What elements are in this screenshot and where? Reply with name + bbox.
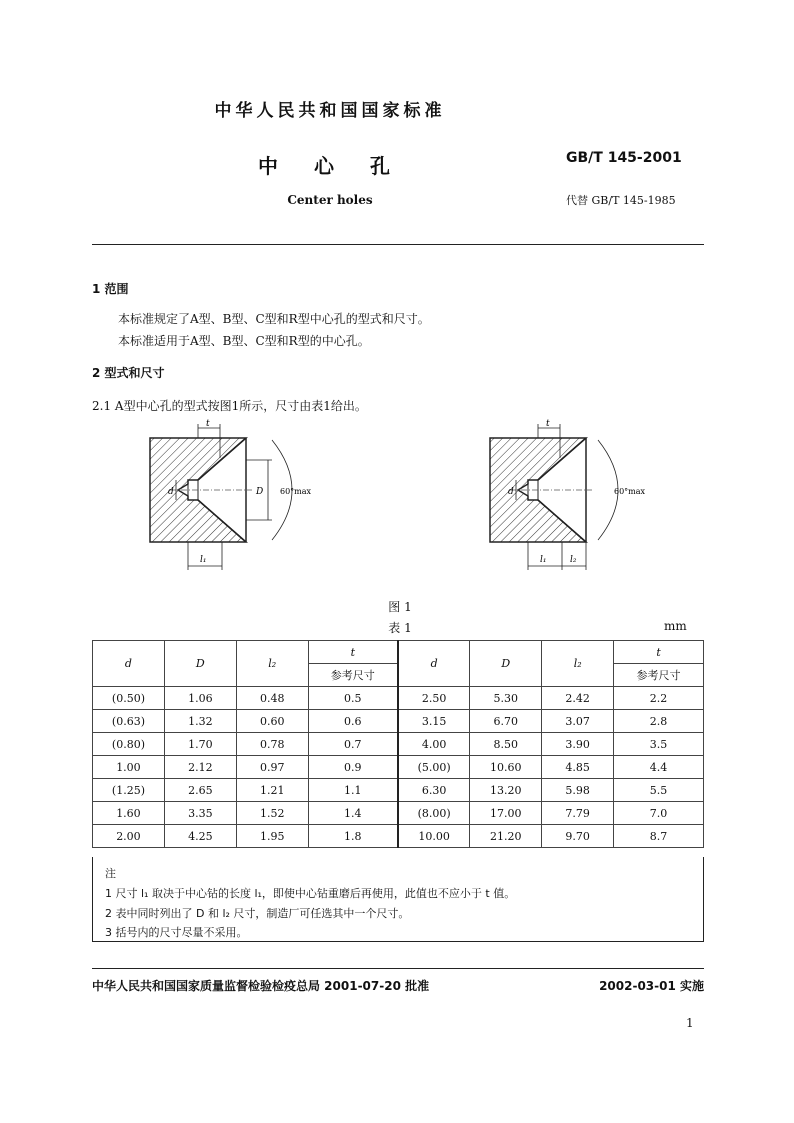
replaces-note: 代替 GB/T 145-1985 [566, 194, 676, 207]
table-cell: 3.15 [398, 710, 470, 733]
table-cell: 5.98 [542, 779, 614, 802]
fig2-label-t: t [546, 419, 550, 429]
table-row [93, 779, 704, 802]
fig1-label-t: t [206, 419, 210, 429]
note-2: 2 表中同时列出了 D 和 l₂ 尺寸，制造厂可任选其中一个尺寸。 [105, 907, 410, 920]
header-D-right: D [470, 641, 542, 687]
table-cell: 4.00 [398, 733, 470, 756]
table-cell: (0.50) [93, 687, 165, 710]
table-cell: 1.32 [164, 710, 236, 733]
header-d-left: d [93, 641, 165, 687]
header-t-left: t [308, 641, 398, 664]
table-cell: 9.70 [542, 825, 614, 848]
table-cell: 17.00 [470, 802, 542, 825]
table-cell: 0.48 [236, 687, 308, 710]
table-cell: 7.79 [542, 802, 614, 825]
issuing-org: 中华人民共和国国家标准 [214, 101, 446, 121]
table-cell: 4.85 [542, 756, 614, 779]
fig1-label-angle: 60°max [280, 487, 312, 496]
note-3: 3 括号内的尺寸尽量不采用。 [105, 926, 248, 939]
implementation-date: 2002-03-01 实施 [599, 979, 704, 993]
table-cell: (0.80) [93, 733, 165, 756]
doc-title: 中心孔 [258, 154, 426, 178]
table-cell: 3.90 [542, 733, 614, 756]
table-cell: (1.25) [93, 779, 165, 802]
center-hole-dimensions-table [92, 640, 704, 848]
table-cell: 0.60 [236, 710, 308, 733]
table-cell: 10.60 [470, 756, 542, 779]
table-cell: 6.30 [398, 779, 470, 802]
table-cell: 8.7 [614, 825, 704, 848]
table-row [93, 802, 704, 825]
fig2-label-d: d [508, 487, 514, 497]
header-divider [92, 244, 704, 245]
table-cell: 21.20 [470, 825, 542, 848]
table-cell: 5.30 [470, 687, 542, 710]
header-t-right: t [614, 641, 704, 664]
section-1-para-2: 本标准适用于A型、B型、C型和R型的中心孔。 [118, 334, 370, 348]
table-cell: 1.1 [308, 779, 398, 802]
table-cell: 0.97 [236, 756, 308, 779]
table-cell: 1.21 [236, 779, 308, 802]
table-cell: (5.00) [398, 756, 470, 779]
table-notes [92, 857, 704, 942]
table-cell: 13.20 [470, 779, 542, 802]
table-row [93, 710, 704, 733]
notes-title: 注 [105, 867, 116, 880]
center-hole-drawing-1 [140, 418, 340, 578]
center-hole-drawing-2 [480, 418, 680, 578]
footer-divider [92, 968, 704, 969]
table-cell: 2.12 [164, 756, 236, 779]
table-cell: 3.35 [164, 802, 236, 825]
fig2-label-angle: 60°max [614, 487, 646, 496]
fig1-label-D: D [256, 487, 264, 497]
table-cell: 3.07 [542, 710, 614, 733]
page-number: 1 [686, 1016, 694, 1030]
table-cell: 2.8 [614, 710, 704, 733]
figure-caption: 图 1 [388, 600, 412, 614]
table-cell: 8.50 [470, 733, 542, 756]
table-cell: 0.5 [308, 687, 398, 710]
table-row [93, 687, 704, 710]
standard-code: GB/T 145-2001 [566, 150, 682, 166]
table-row [93, 756, 704, 779]
header-ref-left: 参考尺寸 [308, 664, 398, 687]
table-cell: (0.63) [93, 710, 165, 733]
table-cell: (8.00) [398, 802, 470, 825]
table-cell: 6.70 [470, 710, 542, 733]
table-cell: 2.42 [542, 687, 614, 710]
table-cell: 2.2 [614, 687, 704, 710]
table-cell: 1.06 [164, 687, 236, 710]
table-cell: 10.00 [398, 825, 470, 848]
table-cell: 1.8 [308, 825, 398, 848]
table-cell: 2.50 [398, 687, 470, 710]
table-cell: 1.60 [93, 802, 165, 825]
table-cell: 0.6 [308, 710, 398, 733]
fig2-label-l1: l₁ [540, 555, 547, 565]
fig1-label-d: d [168, 487, 174, 497]
table-cell: 1.00 [93, 756, 165, 779]
header-d-right: d [398, 641, 470, 687]
section-1-para-1: 本标准规定了A型、B型、C型和R型中心孔的型式和尺寸。 [118, 312, 430, 326]
section-2-heading: 2 型式和尺寸 [92, 366, 165, 380]
note-1: 1 尺寸 l₁ 取决于中心钻的长度 l₁，即使中心钻重磨后再使用，此值也不应小于 t 值。 [105, 887, 516, 900]
header-l2-left: l₂ [236, 641, 308, 687]
section-2-1-text: 2.1 A型中心孔的型式按图1所示，尺寸由表1给出。 [92, 399, 367, 413]
table-cell: 0.78 [236, 733, 308, 756]
table-cell: 0.9 [308, 756, 398, 779]
table-cell: 1.52 [236, 802, 308, 825]
table-cell: 4.4 [614, 756, 704, 779]
english-title: Center holes [287, 193, 373, 207]
table-cell: 4.25 [164, 825, 236, 848]
header-D-left: D [164, 641, 236, 687]
table-cell: 1.95 [236, 825, 308, 848]
table-cell: 1.4 [308, 802, 398, 825]
fig1-label-l1: l₁ [200, 555, 207, 565]
fig2-label-l2: l₂ [570, 555, 577, 565]
header-l2-right: l₂ [542, 641, 614, 687]
section-1-heading: 1 范围 [92, 282, 129, 296]
table-cell: 0.7 [308, 733, 398, 756]
header-ref-right: 参考尺寸 [614, 664, 704, 687]
approval-line: 中华人民共和国国家质量监督检验检疫总局 2001-07-20 批准 [92, 979, 430, 993]
table-cell: 2.00 [93, 825, 165, 848]
table-caption: 表 1 [388, 621, 412, 635]
table-cell: 2.65 [164, 779, 236, 802]
table-cell: 3.5 [614, 733, 704, 756]
table-unit: mm [664, 619, 687, 633]
table-row [93, 733, 704, 756]
table-header-row [93, 641, 704, 664]
table-cell: 1.70 [164, 733, 236, 756]
table-row [93, 825, 704, 848]
table-cell: 7.0 [614, 802, 704, 825]
table-cell: 5.5 [614, 779, 704, 802]
